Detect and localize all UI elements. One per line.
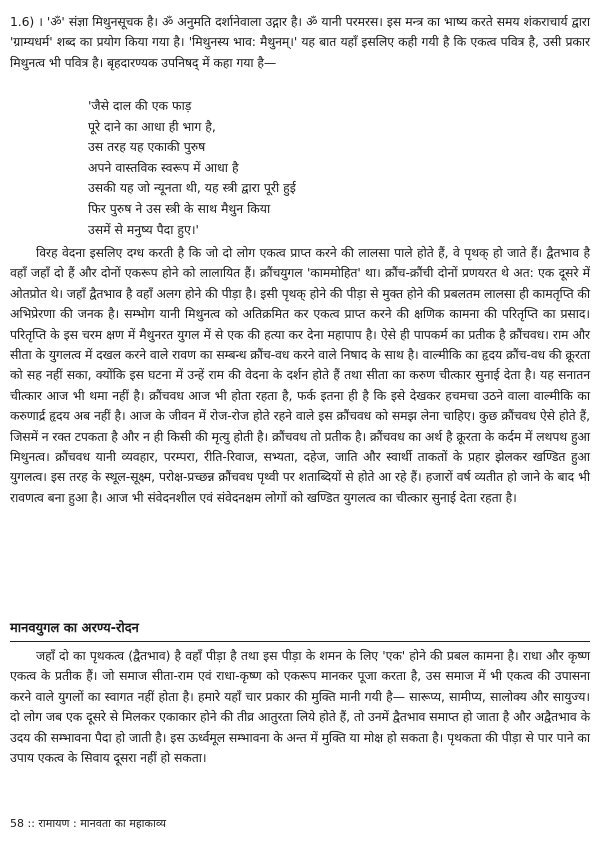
page-footer: 58 :: रामायण : मानवता का महाकाव्य [10,817,166,830]
body-paragraph: विरह वेदना इसलिए दग्ध करती है कि जो दो लोग एकत्व प्राप्त करने की लालसा पाले होते हैं, वे पृथक् हो जाते हैं। द्वैतभाव है वहाँ जहाँ दो हैं और दोनों एकरूप होने को लालायित हैं। क्रौंचयुगल 'काममोहित' था। क्रौंच-क्रौंची दोनों प्रणयरत थे अत: एक दूसरे में ओतप्रोत थे। जहाँ द्वैतभाव है वहाँ अलग होने की पीड़ा है। इसी पृथक् होने की पीड़ा से मुक्त होने की प्रबलतम लालसा ही कामतृप्ति की अभिप्रेरणा की जनक है। सम्भोग यानी मिथुनत्व को अतिक्रमित कर एकत्व प्राप्त करने की क्षणिक कामना की परितृप्ति का प्रसाद। परितृप्ति के इस चरम क्षण में मैथुनरत युगल में से एक की हत्या कर देना महापाप है। ऐसे ही पापकर्म का प्रतीक है क्रौंचवध। राम और सीता के युगलत्व में दखल करने वाले रावण का सम्बन्ध क्रौंच-वध करने वाले निषाद के साथ है। वाल्मीकि का हृदय क्रौंच-वध की क्रूरता को सह नहीं सका, क्योंकि इस घटना में उन्हें राम की वेदना के दर्शन होते हैं तथा सीता का करुण चीत्कार सुनाई देता है। यह सनातन चीत्कार आज भी थमा नहीं है। क्रौंचवध आज भी होता रहता है, फर्क इतना ही है कि इसे देखकर हचमचा उठने वाला वाल्मीकि का करुणार्द्र हृदय अब नहीं है। आज के जीवन में रोज-रोज होते रहने वाले इस क्रौंचवध को समझ लेना चाहिए। कुछ क्रौंचवध ऐसे होते हैं, जिसमें न रक्त टपकता है और न ही किसी की मृत्यु होती है। क्रौंचवध तो प्रतीक है। क्रौंचवध का अर्थ है क्रूरता के कर्दम में लथपथ हुआ मिथुनत्व। क्रौंचवध यानी व्यवहार, परम्परा, रीति-रिवाज, सभ्यता, दहेज, जाति और स्वार्थी ताकतों के प्रहार झेलकर खण्डित हुआ युगलत्व। इस तरह के स्थूल-सूक्ष्म, परोक्ष-प्रच्छन्न क्रौंचवध पृथ्वी पर शताब्दियों से होते आ रहे हैं। हजारों वर्ष व्यतीत हो जाने के बाद भी रावणत्व बना हुआ है। आज भी संवेदनशील एवं संवेदनक्षम लोगों को खण्डित युगलत्व का चीत्कार सुनाई देता रहता है। [10,245,590,505]
quote-line: 'जैसे दाल की एक फाड़ [88,98,192,113]
quote-line: उसकी यह जो न्यूनता थी, यह स्त्री द्वारा पूरी हुई [88,180,296,196]
quote-line: उस तरह यह एकाकी पुरुष [88,139,206,155]
upanishad-quote [88,96,528,240]
section-paragraph: जहाँ दो का पृथकत्व (द्वैतभाव) है वहाँ पीड़ा है तथा इस पीड़ा के शमन के लिए 'एक' होने की प्रबल कामना है। राधा और कृष्ण एकत्व के प्रतीक हैं। जो समाज सीता-राम एवं राधा-कृष्ण को एकरूप मानकर पूजा करता है, उस समाज में भी एकत्व की उपासना करने वाले युगलों का स्वागत नहीं होता है। हमारे यहाँ चार प्रकार की मुक्ति मानी गयी है— सारूप्य, सामीप्य, सालोक्य और सायुज्य। दो लोग जब एक दूसरे से मिलकर एकाकार होने की तीव्र आतुरता लिये होते हैं, तो उनमें द्वैतभाव समाप्त हो जाता है और अद्वैतभाव के उदय की सम्भावना पैदा हो जाती है। इस ऊर्ध्वमूल सम्भावना के अन्त में मुक्ति या मोक्ष हो सकता है। पृथकता की पीड़ा से पार पाने का उपाय एकत्व के सिवाय दूसरा नहीं हो सकता। [10,648,590,766]
section-heading: मानवयुगल का अरण्य-रोदन [10,621,139,636]
quote-line: उसमें से मनुष्य पैदा हुए।' [88,221,199,237]
quote-line: पूरे दाने का आधा ही भाग है, [88,118,216,134]
opening-paragraph: 1.6) । 'ॐ' संज्ञा मिथुनसूचक है। ॐ अनुमति दर्शानेवाला उद्गार है। ॐ यानी परमरस। इस मन्त्र का भाष्य करते समय शंकराचार्य द्वारा 'ग्राम्यधर्म' शब्द का प्रयोग किया गया है। 'मिथुनस्य भाव: मैथुनम्।' यह बात यहाँ इसलिए कही गयी है कि एकत्व पवित्र है, उसी प्रकार मिथुनत्व भी पवित्र है। बृहदारण्यक उपनिषद् में कहा गया है— [10,14,590,70]
heading-underline [10,641,590,642]
quote-line: अपने वास्तविक स्वरूप में आधा है [88,159,239,175]
quote-line: फिर पुरुष ने उस स्त्री के साथ मैथुन किया [88,200,271,216]
